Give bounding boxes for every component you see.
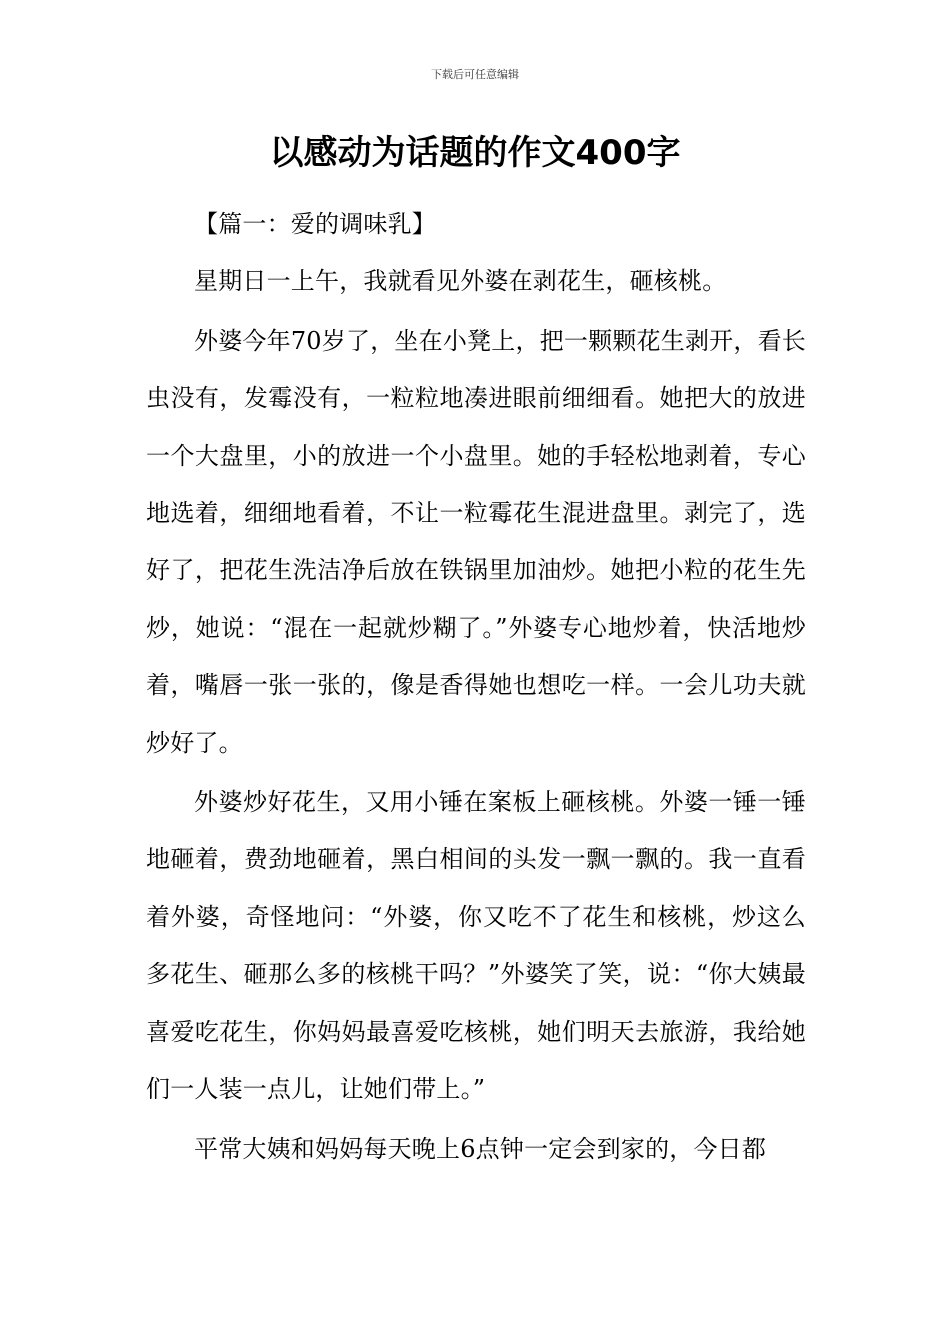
paragraph: 外婆今年70岁了，坐在小凳上，把一颗颗花生剥开，看长虫没有，发霉没有，一粒粒地凑进眼前细细看。她把大的放进一个大盘里，小的放进一个小盘里。她的手轻松地剥着，专心地选着，细细地看着，不让一粒霉花生混进盘里。剥完了，选好了，把花生洗洁净后放在铁锅里加油炒。她把小粒的花生先炒，她说：“混在一起就炒糊了。”外婆专心地炒着，快活地炒着，嘴唇一张一张的，像是香得她也想吃一样。一会儿功夫就炒好了。: [146, 326, 806, 757]
section-heading: 【篇一：爱的调味乳】: [194, 210, 436, 238]
document-title: 以感动为话题的作文400字: [269, 133, 681, 173]
document-body: [146, 196, 806, 1180]
paragraph: 平常大姨和妈妈每天晚上6点钟一定会到家的，今日都: [194, 1134, 767, 1163]
header-note: 下载后可任意编辑: [431, 68, 519, 81]
paragraph: 星期日一上午，我就看见外婆在剥花生，砸核桃。: [194, 267, 727, 296]
paragraph: 外婆炒好花生，又用小锤在案板上砸核桃。外婆一锤一锤地砸着，费劲地砸着，黑白相间的头发一飘一飘的。我一直看着外婆，奇怪地问：“外婆，你又吃不了花生和核桃，炒这么多花生、砸那么多的核桃干吗？”外婆笑了笑，说：“你大姨最喜爱吃花生，你妈妈最喜爱吃核桃，她们明天去旅游，我给她们一人装一点儿，让她们带上。”: [146, 788, 806, 1104]
